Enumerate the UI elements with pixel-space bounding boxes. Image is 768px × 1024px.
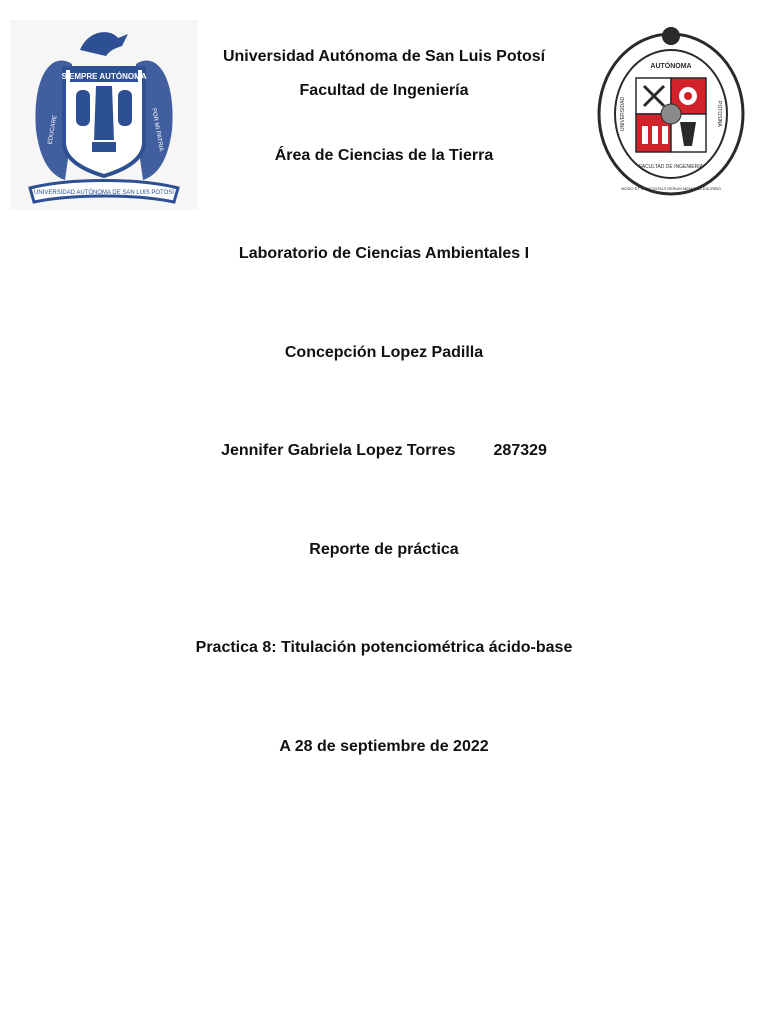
crest-banner-text: SIEMPRE AUTÓNOMA: [61, 72, 147, 81]
report-type: Reporte de práctica: [309, 541, 459, 558]
teacher-name: Concepción Lopez Padilla: [284, 344, 484, 361]
seal-ring-text: MODO ET CUNCTATIUS RERUM MEMORIA ESCRIBO: [621, 186, 721, 191]
seal-inner-left: UNIVERSIDAD: [620, 96, 626, 132]
crest-scroll-text: UNIVERSIDAD AUTÓNOMA DE SAN LUIS POTOSÍ: [34, 190, 174, 196]
practice-title: Practica 8: Titulación potenciométrica ácido-base: [195, 639, 573, 656]
crest-ribbon-right: POR MI PATRIA: [150, 107, 164, 152]
area-title: Área de Ciencias de la Tierra: [274, 147, 494, 164]
faculty-title: Facultad de Ingeniería: [299, 82, 469, 99]
university-title: Universidad Autónoma de San Luis Potosí: [222, 48, 546, 65]
seal-inner-top: AUTÓNOMA: [650, 63, 692, 70]
report-date: A 28 de septiembre de 2022: [279, 738, 489, 755]
seal-inner-right: POTOSINA: [716, 101, 722, 127]
seal-inner-bottom: FACULTAD DE INGENIERIA: [639, 164, 703, 170]
student-line: [0, 441, 768, 461]
student-name: Jennifer Gabriela Lopez Torres: [221, 442, 456, 459]
crest-ribbon-left: EDUCARE: [47, 114, 59, 145]
course-title: Laboratorio de Ciencias Ambientales I: [238, 245, 530, 262]
student-id: 287329: [493, 442, 547, 459]
